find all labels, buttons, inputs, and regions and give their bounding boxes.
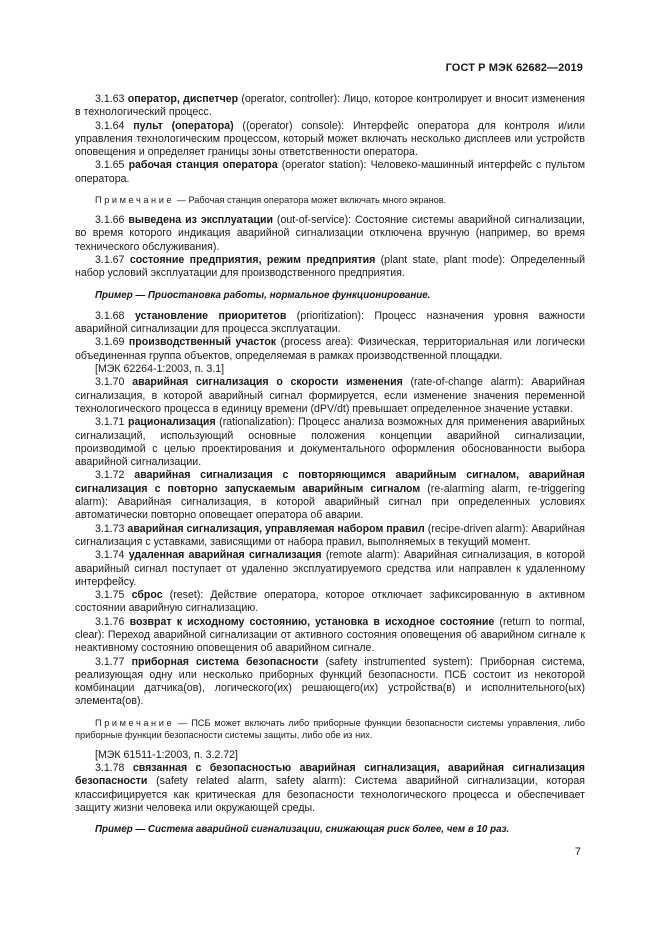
definition-text: (safety instrumented system): Приборная система, реализующая одну или несколько приборных функций безопасности. ПСБ состоит из некоторой комбинации датчика(ов), логического(их) решающего(их) устройства(в) и исполнительного(ых) элемента(ов). (75, 655, 585, 708)
definition-text: (out-of-service): Состояние системы аварийной сигнализации, во время которого индикация аварийной сигнализации отключена вручную (например, во время технического обслуживания). (75, 214, 585, 253)
term: производственный участок (128, 336, 277, 349)
source-reference: [МЭК 62264-1:2003, п. 3.1] (95, 363, 225, 376)
page-number: 7 (574, 846, 581, 858)
term: аварийная сигнализация о скорости изменения (132, 376, 403, 389)
clause-number: 3.1.77 (95, 655, 125, 668)
definition-paragraph (75, 656, 585, 709)
definition-paragraph (75, 310, 585, 337)
document-body (75, 93, 585, 845)
definition-paragraph (75, 93, 585, 120)
definition-paragraph (75, 376, 585, 416)
standard-designation: ГОСТ Р МЭК 62682—2019 (445, 62, 583, 74)
example-paragraph: Пример — Система аварийной сигнализации, снижающая риск более, чем в 10 раз. (95, 824, 510, 836)
definition-paragraph (75, 214, 585, 254)
clause-number: 3.1.76 (95, 615, 125, 628)
term: оператор, диспетчер (127, 93, 239, 105)
term: выведена из эксплуатации (128, 214, 273, 227)
definition-text: (rationalization): Процесс анализа возможных для применения аварийных сигнализаций, использующий основные положения концепции аварийной сигнализации, производимой с целью проектирования и документального оформления обоснованности выбора аварийной сигнализации. (75, 416, 585, 469)
definition-text: (rate-of-change alarm): Аварийная сигнализация, в которой аварийный сигнал формируется, если изменение значения переменной технологического процесса в единицу времени (dPV/dt) превышает определенное значение уставки. (75, 376, 585, 415)
note-paragraph (75, 717, 585, 741)
term: рабочая станция оператора (128, 159, 278, 172)
definition-text: (operator, controller): Лицо, которое контролирует и вносит изменения в технологический процесс. (75, 93, 586, 119)
definition-paragraph (75, 416, 585, 469)
definition-paragraph (75, 523, 585, 550)
definition-text: (remote alarm): Аварийная сигнализация, в которой аварийный сигнал поступает от удаленно эксплуатируемого средства или направлен к удаленному интерфейсу. (75, 549, 585, 588)
definition-text: (recipe-driven alarm): Аварийная сигнализация с уставками, зависящими от набора правил, выполняемых в текущий момент. (75, 522, 585, 548)
definition-text: (safety related alarm, safety alarm): Система аварийной сигнализации, которая классифицируется как критическая для безопасности технологического процесса и обеспечивает защиту жизни человека или окружающей среды. (75, 775, 585, 814)
clause-number: 3.1.71 (95, 416, 125, 429)
definition-text: ((operator) console): Интерфейс оператора для контроля и/или управления технологическим процессом, который может включать несколько дисплеев или устройств оповещения и определяет границы зоны ответственности оператора. (75, 119, 585, 159)
term: сброс (131, 589, 163, 602)
note-text: — Рабочая станция оператора может включать много экранов. (174, 195, 447, 206)
clause-number: 3.1.69 (95, 336, 125, 349)
definition-paragraph (75, 254, 585, 281)
definition-paragraph (75, 159, 585, 186)
example-paragraph: Пример — Приостановка работы, нормальное функционирование. (95, 289, 431, 301)
definition-text: (prioritization): Процесс назначения уровня важности аварийной сигнализации для процесса эксплуатации. (75, 309, 585, 336)
clause-number: 3.1.66 (95, 214, 125, 227)
definition-text: (operator station): Человеко-машинный интерфейс с пультом оператора. (75, 159, 585, 185)
term: аварийная сигнализация с повторяющимся аварийным сигналом, аварийная сигнализация с повторно запускаемым аварийным сигналом (75, 469, 585, 495)
clause-number: 3.1.78 (95, 762, 125, 775)
term: приборная система безопасности (131, 655, 319, 668)
definition-text: (re-alarming alarm, re-triggering alarm): Аварийная сигнализация, в которой аварийный сигнал при определенных условиях автоматически повторно оповещает оператора об аварии. (75, 482, 586, 522)
note-paragraph (75, 194, 585, 206)
definition-text: (process area): Физическая, территориальная или логически объединенная группа объектов, определяемая в рамках производственной площадки. (75, 336, 585, 362)
definition-text: (plant state, plant mode): Определенный набор условий эксплуатации для производственного предприятия. (75, 253, 586, 280)
note-label: Примечание (95, 717, 175, 728)
definition-paragraph (75, 549, 585, 589)
clause-number: 3.1.74 (95, 549, 125, 562)
clause-number: 3.1.73 (95, 522, 125, 535)
term: состояние предприятия, режим предприятия (129, 253, 376, 266)
source-reference: [МЭК 61511-1:2003, п. 3.2.72] (95, 748, 239, 761)
definition-paragraph (75, 120, 585, 160)
definition-paragraph (75, 762, 585, 815)
note-text: — ПСБ может включать либо приборные функции безопасности системы управления, либо приборные функции безопасности системы защиты, либо обе из них. (75, 717, 585, 740)
definition-paragraph (75, 616, 585, 656)
note-label: Примечание (95, 195, 175, 206)
term: установление приоритетов (134, 309, 287, 322)
clause-number: 3.1.64 (95, 119, 125, 132)
term: возврат к исходному состоянию, установка в исходное состояние (129, 615, 495, 628)
clause-number: 3.1.68 (95, 309, 125, 322)
definition-paragraph (75, 336, 585, 363)
clause-number: 3.1.72 (95, 469, 125, 482)
definition-text: (return to normal, clear): Переход аварийной сигнализации от активного состояния оповещения об аварийном сигнале к неактивному состоянию оповещения об аварийном сигнале. (75, 615, 585, 655)
definition-paragraph (75, 589, 585, 616)
term: пульт (оператора) (133, 119, 234, 132)
term: удаленная аварийная сигнализация (128, 549, 322, 562)
term: связанная с безопасностью аварийная сигнализация, аварийная сигнализация безопасности (75, 762, 585, 788)
clause-number: 3.1.67 (95, 253, 125, 266)
definition-paragraph (75, 469, 585, 522)
clause-number: 3.1.63 (95, 93, 125, 105)
term: аварийная сигнализация, управляемая набором правил (127, 522, 425, 535)
clause-number: 3.1.70 (95, 376, 125, 389)
definition-text: (reset): Действие оператора, которое отключает зафиксированную в активном состоянии аварийную сигнализацию. (75, 589, 586, 615)
clause-number: 3.1.65 (95, 159, 125, 172)
clause-number: 3.1.75 (95, 589, 125, 602)
term: рационализация (128, 416, 216, 429)
